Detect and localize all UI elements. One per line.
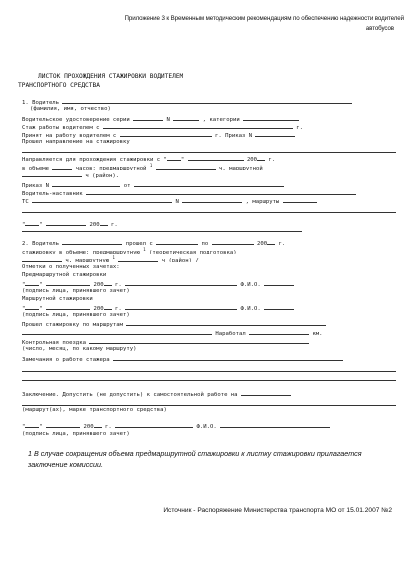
s2-control-label: Контрольная поездка: [22, 340, 86, 345]
s2-route-fio-label: Ф.И.О.: [240, 306, 261, 311]
s2-final-sign-hint: (подпись лица, принявшего зачет): [22, 431, 130, 437]
s1-order-field[interactable]: [52, 180, 120, 187]
s1-sent-row: [22, 154, 396, 162]
s2-driver-label: 2. Водитель: [22, 241, 60, 246]
s1-vehicle-number-field[interactable]: [182, 196, 242, 203]
s2-route-year-prefix: 200: [93, 306, 104, 311]
s1-hired-order-label: г. Приказ N: [215, 133, 253, 138]
s1-date-year-prefix: 200: [89, 222, 100, 227]
s1-license-series-field[interactable]: [133, 114, 163, 121]
appendix-header: [18, 14, 404, 34]
s1-vehicle-label: ТС: [22, 199, 29, 204]
s2-route-row: [22, 254, 396, 262]
footnote: 1 В случае сокращения объема предмаршрутной стажировки к листку стажировки прилагается заключение комиссии.: [28, 449, 362, 469]
s1-region-field[interactable]: [22, 170, 82, 177]
s1-volume-pre-label: часов: предмаршрутной: [75, 165, 147, 170]
s1-order-date-label: от: [123, 183, 131, 188]
s1-sent-month-field[interactable]: [188, 154, 244, 161]
s1-blank-line-2[interactable]: [22, 212, 396, 213]
s1-driver-field[interactable]: [62, 97, 352, 104]
s2-theory-label: (теоретическая подготовка): [149, 249, 237, 254]
s2-route-fio-field[interactable]: [264, 303, 294, 310]
s2-final-year-field[interactable]: [94, 421, 102, 428]
s2-routes-label: Прошел стажировку по маршрутам: [22, 322, 124, 327]
s1-volume-hours-field[interactable]: [52, 163, 72, 170]
s2-final-fio-label: Ф.И.О.: [196, 424, 217, 429]
s1-driver-label: 1. Водитель: [22, 100, 60, 105]
s1-license-category-label: , категории: [202, 117, 240, 122]
s1-order-row: [22, 180, 396, 188]
s1-date-day-field[interactable]: [25, 219, 39, 226]
s2-mileage-label: Наработал: [215, 331, 246, 336]
s2-pre-year-prefix: 200: [93, 282, 104, 287]
s1-vehicle-row: [22, 196, 396, 204]
s2-driver-field[interactable]: [62, 238, 122, 245]
s2-year-suffix: г.: [278, 241, 286, 246]
s1-sent-quote: ": [180, 157, 185, 162]
s2-control-field[interactable]: [89, 337, 309, 344]
form-title-line2: ТРАНСПОРТНОГО СРЕДСТВА: [18, 82, 100, 89]
s2-final-day-field[interactable]: [25, 421, 39, 428]
s2-conclusion-field[interactable]: [241, 389, 291, 396]
s2-mileage-field[interactable]: [249, 328, 309, 335]
s1-vehicle-field[interactable]: [32, 196, 172, 203]
s2-pre-hours-field[interactable]: [22, 255, 62, 262]
s2-pre-year-suffix: г.: [114, 282, 122, 287]
s1-license-label: Водительское удостоверение серии: [22, 117, 130, 122]
s1-volume-row: [22, 162, 396, 170]
s1-experience-label: Стаж работы водителем с: [22, 125, 100, 130]
s2-final-quote-open: ": [22, 424, 26, 429]
s2-routes-cont-field[interactable]: [22, 328, 212, 335]
s1-volume-pre-field[interactable]: [156, 163, 216, 170]
s2-volume-footnote-mark: 1: [143, 247, 146, 252]
source-note: Источник - Распоряжение Министерства транспорта МО от 15.01.2007 №2: [163, 507, 392, 514]
s2-route-hours-field[interactable]: [118, 255, 158, 262]
s2-pre-day-field[interactable]: [25, 279, 39, 286]
s2-route-year-field[interactable]: [104, 303, 112, 310]
s2-route-footnote-mark: 1: [112, 255, 115, 260]
s2-final-year-prefix: 200: [83, 424, 94, 429]
s1-region-label: ч (район).: [85, 173, 120, 178]
s1-volume-route-label: ч, маршрутной: [218, 165, 263, 170]
s1-hired-row: [22, 130, 396, 138]
s1-hired-order-field[interactable]: [255, 130, 295, 137]
s2-volume-row: [22, 246, 396, 254]
s2-pre-fio-field[interactable]: [264, 279, 294, 286]
s2-route-quote-close: ": [39, 306, 43, 311]
s2-pre-month-field[interactable]: [46, 279, 90, 286]
s1-date-row: [22, 219, 396, 227]
s2-remarks-field[interactable]: [113, 354, 343, 361]
s1-date-month-field[interactable]: [46, 219, 86, 226]
s2-mileage-unit: км.: [312, 331, 323, 336]
s2-routes-row: [22, 319, 396, 327]
s1-region-row: [22, 170, 396, 178]
s1-hired-label: Принят на работу водителем с: [22, 133, 117, 138]
s2-routes-field[interactable]: [126, 319, 326, 326]
s1-date-year-suffix: г.: [110, 222, 118, 227]
s2-volume-label: стажировку в объеме: предмаршрутную: [22, 249, 140, 254]
form-title: [18, 72, 396, 90]
section-divider: [22, 231, 302, 232]
s2-pre-quote-close: ": [39, 282, 43, 287]
s1-vehicle-n-label: N: [175, 199, 179, 204]
s1-license-n-label: N: [166, 117, 170, 122]
s2-final-fio-field[interactable]: [220, 421, 330, 428]
s2-final-sign-row: [22, 421, 396, 429]
form-title-line1: ЛИСТОК ПРОХОЖДЕНИЯ СТАЖИРОВКИ ВОДИТЕЛЕМ: [38, 73, 184, 80]
s2-conclusion-label: Заключение. Допустить (не допустить) к самостоятельной работе на: [22, 392, 238, 397]
s2-mileage-row: [22, 328, 396, 336]
s2-route-sign-hint: (подпись лица, принявшего зачет): [22, 312, 130, 318]
s1-name-hint: (фамилия, имя, отчество): [30, 106, 111, 112]
s1-volume-footnote-mark: 1: [149, 163, 153, 168]
appendix-header-line1: Приложение 3 к Временным методическим рекомендациям по обеспечению надежности водителей: [124, 15, 404, 22]
s1-mentor-label: Водитель-наставник: [22, 191, 83, 196]
s2-year-prefix: 200: [257, 241, 268, 246]
s2-pre-label: Предмаршрутной стажировки: [22, 272, 107, 278]
s2-route-day-field[interactable]: [25, 303, 39, 310]
s2-year-field[interactable]: [267, 238, 275, 245]
s2-conclusion-hint: (маршрут(ах), марке транспортного средства): [22, 407, 167, 413]
s1-volume-label: в объеме: [22, 165, 49, 170]
s1-date-quote-close: ": [39, 222, 43, 227]
s2-final-sign-field[interactable]: [115, 421, 193, 428]
s2-route-exam-label: Маршрутной стажировки: [22, 296, 93, 302]
s2-pre-sign-hint: (подпись лица, принявшего зачет): [22, 288, 130, 294]
s1-experience-field[interactable]: [103, 122, 293, 129]
s1-order-date-field[interactable]: [134, 180, 284, 187]
s1-experience-row: [22, 122, 396, 130]
s2-route-year-suffix: г.: [114, 306, 122, 311]
s1-referral-row: [22, 138, 396, 146]
appendix-header-line2: автобусов: [365, 25, 394, 32]
s1-hired-field[interactable]: [120, 130, 212, 137]
s2-pre-quote-open: ": [22, 282, 26, 287]
s2-conclusion-row: [22, 389, 396, 397]
s2-from-field[interactable]: [156, 238, 198, 245]
s2-route-sign-row: [22, 303, 396, 311]
s2-remarks-line-3[interactable]: [22, 380, 396, 381]
s2-final-quote-close: ": [39, 424, 43, 429]
s2-route-month-field[interactable]: [46, 303, 90, 310]
s2-to-field[interactable]: [212, 238, 254, 245]
s2-remarks-label: Замечания о работе стажера: [22, 357, 110, 362]
s1-experience-year: г.: [296, 125, 303, 130]
s2-remarks-line-2[interactable]: [22, 371, 396, 372]
s1-routes-label: , маршруты: [245, 199, 280, 204]
s1-sent-label: Направляется для прохождения стажировки с ": [22, 157, 167, 162]
s1-referral-label: Прошел направление на стажировку: [22, 139, 130, 145]
s2-to-label: по: [201, 241, 209, 246]
s1-blank-line-1[interactable]: [22, 152, 396, 153]
s1-driver-row: [22, 97, 396, 105]
s1-order-label: Приказ N: [22, 183, 49, 188]
s2-pre-sign-row: [22, 279, 396, 287]
s1-mentor-row: [22, 188, 396, 196]
s1-sent-year-suffix: г.: [268, 157, 276, 162]
s1-license-row: [22, 114, 396, 122]
s2-driver-row: [22, 238, 396, 246]
s2-route-quote-open: ": [22, 306, 26, 311]
s2-pre-fio-label: Ф.И.О.: [240, 282, 261, 287]
s1-license-category-field[interactable]: [243, 114, 299, 121]
s1-sent-day-field[interactable]: [167, 154, 181, 161]
s2-final-month-field[interactable]: [46, 421, 80, 428]
s1-sent-year-prefix: 200: [246, 157, 258, 162]
s2-region-label: ч (район) /: [161, 257, 199, 262]
s2-pre-year-field[interactable]: [104, 279, 112, 286]
s2-route-sign-field[interactable]: [125, 303, 237, 310]
s2-control-row: [22, 337, 396, 345]
s2-control-hint: (число, месяц, по какому маршруту): [22, 346, 137, 352]
s1-date-year-field[interactable]: [100, 219, 108, 226]
s1-license-number-field[interactable]: [173, 114, 199, 121]
s1-mentor-field[interactable]: [86, 188, 356, 195]
s2-marks-label: Отметки о полученных зачетах:: [22, 264, 120, 270]
s1-routes-field[interactable]: [283, 196, 317, 203]
s2-final-year-suffix: г.: [104, 424, 112, 429]
s2-from-label: прошел с: [125, 241, 153, 246]
s1-date-quote-open: ": [22, 222, 26, 227]
s1-sent-year-field[interactable]: [257, 154, 265, 161]
s2-route-label: ч, маршрутную: [65, 257, 110, 262]
s2-pre-sign-field[interactable]: [125, 279, 237, 286]
s2-remarks-row: [22, 354, 396, 362]
